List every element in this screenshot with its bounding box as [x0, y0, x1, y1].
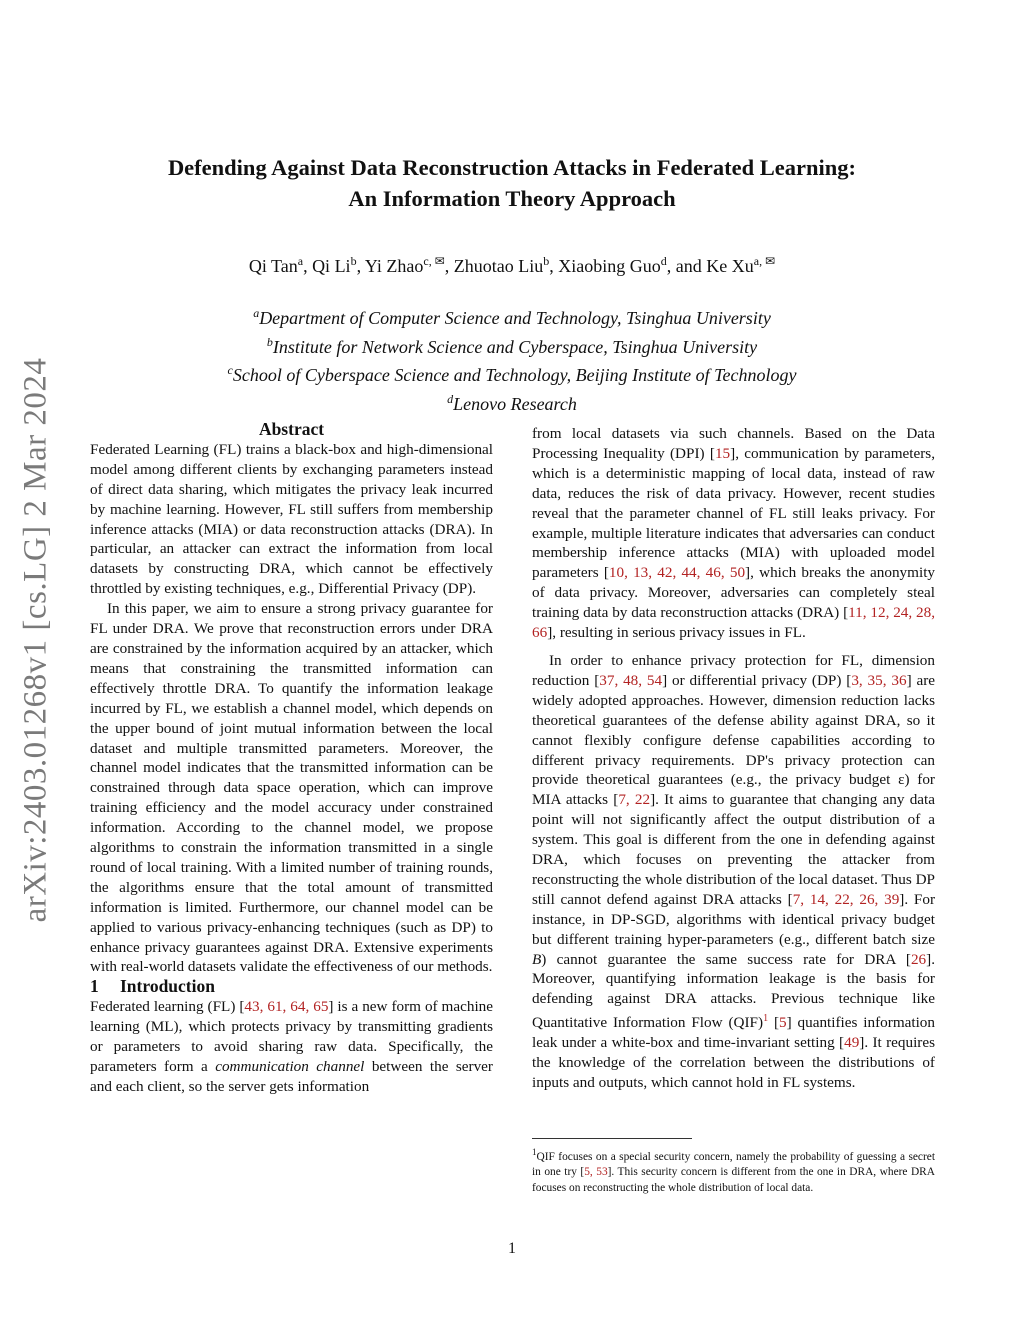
author-list: Qi Tan$^a$, Qi Li$^b$, Yi Zhao$^{c, ✉}$, Zhuotao Liu$^b$, Xiaobing Guo$^d$, and Ke $Xu^{a, ✉}$	[248, 254, 776, 276]
footnote-link[interactable]: 1	[763, 1013, 769, 1025]
author: Yi Zhao$^{c, ✉}$	[364, 254, 445, 276]
body-paragraph: In order to enhance privacy protection for FL, dimension reduction [37, 48, 54] or differential privacy (DP) [3, 35, 36] are widely adopted approaches. However, dimension reduction lacks theoretical guarantees of the defense ability against DRA, so it cannot flexibly configure defense capabilities according to different privacy requirements. DP's privacy protection can provide theoretical guarantees (e.g., the privacy budget ε) for MIA attacks [7, 22]. It aims to guarantee that changing any data point will not significantly affect the output distribution of a system. This goal is different from the one in defending against DRA, which focuses on preventing the attacker from reconstructing the whole distribution of the local dataset. Thus DP still cannot defend against DRA attacks [7, 14, 22, 26, 39]. For instance, in DP-SGD, algorithms with identical privacy budget but different training hyper-parameters (e.g., different batch size B) cannot guarantee the same success rate for DRA [26]. Moreover, quantifying information leakage is the basis for defending against DRA attacks. Previous technique like Quantitative Information Flow (QIF)$^1$ [5] quantifies information leak under a white-box and time-invariant setting [49]. It requires the knowledge of the correlation between the distributions of inputs and outputs, which cannot hold in FL systems.	[532, 651, 936, 1092]
abstract-heading: Abstract	[258, 419, 325, 439]
left-column	[90, 420, 493, 1097]
citation-link[interactable]: 15	[714, 444, 731, 462]
intro-paragraph: Federated learning (FL) [43, 61, 64, 65] is a new form of machine learning (ML), which protects privacy by transmitting gradients or parameters to avoid sharing raw data. Specifically, the parameters form a communication channel between the server and each client, so the server gets information	[90, 998, 494, 1095]
body-paragraph: from local datasets via such channels. Based on the Data Processing Inequality (DPI) [15], communication by parameters, which is a deterministic mapping of local data, instead of raw data, reduces the risk of data privacy. However, recent studies reveal that the parameter channel of FL still leaks privacy. For example, multiple literature indicates that adversaries can conduct membership inference attacks (MIA) with uploaded model parameters [10, 13, 42, 44, 46, 50], which breaks the anonymity of data privacy. Moreover, adversaries can completely steal training data by data reconstruction attacks (DRA) [11, 12, 24, 28, 66], resulting in serious privacy issues in FL.	[532, 425, 936, 642]
affiliation: $^b$Institute for Network Science and Cyberspace, Tsinghua University	[266, 334, 758, 357]
author: Qi Tan$^a$	[248, 254, 304, 276]
arxiv-stamp: arXiv:2403.01268v1 [cs.LG] 2 Mar 2024	[17, 357, 54, 923]
affiliation: $^c$School of Cyberspace Science and Technology, Beijing Institute of Technology	[227, 363, 797, 385]
affiliation: $^a$Department of Computer Science and Technology, Tsinghua University	[253, 306, 771, 328]
title-line-1: Defending Against Data Reconstruction Attacks in Federated Learning:	[167, 155, 857, 180]
abstract-paragraph: In this paper, we aim to ensure a strong privacy guarantee for FL under DRA. We prove that reconstruction errors under DRA are constrained by the information acquired by an attacker, which means that constraining the transmitted information can effectively throttle DRA. To quantify the information leakage incurred by FL, we establish a channel model, which depends on the upper bound of joint mutual information between the local dataset and multiple transmitted parameters. Moreover, the channel model indicates that the transmitted information can be constrained through data space operation, which can improve training efficiency and the model accuracy under constrained information. According to the channel model, we propose algorithms to constrain the information transmitted in a single round of local training. With a limited number of training rounds, the algorithms ensure that the total amount of transmitted information is limited. Furthermore, our channel model can be applied to various privacy-enhancing techniques (such as DP) to enhance privacy guarantees against DRA. Extensive experiments with real-world datasets validate the effectiveness of our methods.	[90, 600, 493, 976]
citation-link[interactable]: 3, 35, 36	[851, 671, 907, 689]
citation-link[interactable]: 43, 61, 64, 65	[244, 998, 329, 1016]
page-number: 1	[508, 1240, 516, 1257]
citation-link[interactable]: 49	[844, 1034, 860, 1052]
citation-link[interactable]: 37, 48, 54	[599, 671, 663, 689]
title-line-2: An Information Theory Approach	[348, 186, 676, 211]
author: Ke $Xu^{a, ✉}$	[706, 254, 776, 276]
paper-title	[0, 152, 1024, 214]
footnote-text: $^1$QIF focuses on a special security concern, namely the probability of guessing a secret in one try [5, 53]. This security concern is different from the one in DRA, where DRA focuses on reconstructing the whole distribution of local data.	[532, 1147, 936, 1194]
author: Zhuotao Liu$^b$	[453, 254, 550, 276]
citation-link[interactable]: 5	[779, 1014, 787, 1032]
affiliations	[0, 302, 1024, 416]
author: Xiaobing Guo$^d$	[558, 254, 667, 276]
citation-link[interactable]: 7, 22	[618, 791, 651, 809]
abstract-paragraph: Federated Learning (FL) trains a black-box and high-dimensional model among different clients by exchanging parameters instead of direct data sharing, which mitigates the privacy leak incurred by machine learning. However, FL still suffers from membership inference attacks (MIA) or data reconstruction attacks (DRA). In particular, an attacker can extract the information from local datasets by constructing DRA, which cannot be effectively throttled by existing techniques, e.g., Differential Privacy (DP).	[90, 440, 493, 598]
right-column	[532, 424, 935, 1093]
section-heading: 1 Introduction	[90, 976, 215, 997]
footnote-rule	[532, 1138, 692, 1139]
citation-link[interactable]: 11, 12, 24, 28, 66	[532, 604, 936, 642]
citation-link[interactable]: 10, 13, 42, 44, 46, 50	[608, 564, 746, 582]
citation-link[interactable]: 26	[910, 950, 927, 968]
citation-link[interactable]: 7, 14, 22, 26, 39	[792, 890, 900, 908]
citation-link[interactable]: 5, 53	[584, 1166, 608, 1179]
author: Qi Li$^b$	[312, 254, 357, 276]
footnote	[532, 1138, 935, 1197]
affiliation: $^d$Lenovo Research	[447, 391, 577, 414]
